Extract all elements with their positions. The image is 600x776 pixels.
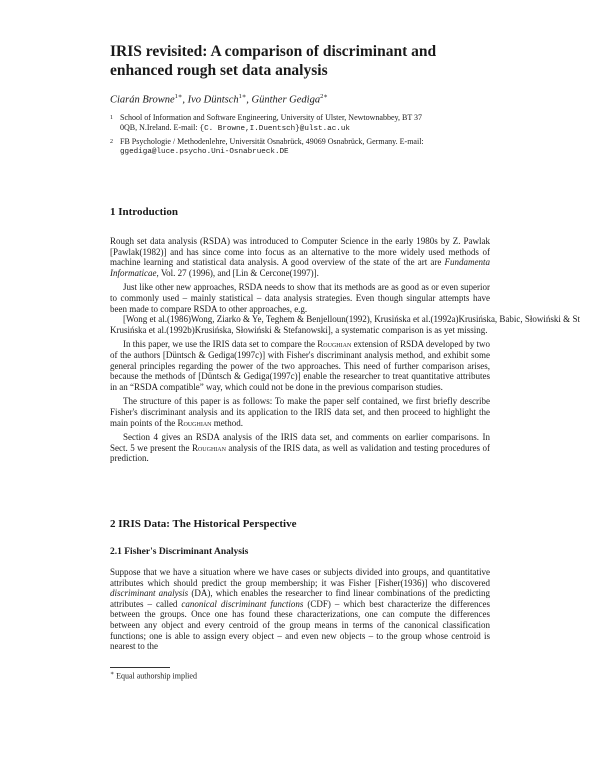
affiliation-mark: 1	[110, 115, 113, 121]
author-mark: 1∗	[238, 93, 247, 100]
section-heading-iris-data: 2 IRIS Data: The Historical Perspective	[110, 518, 297, 530]
affiliation-line: FB Psychologie / Methodenlehre, Universität Osnabrück, 49069 Osnabrück, Germany. E-mail:	[120, 137, 424, 146]
author-mark: 2∗	[320, 93, 328, 100]
paper-title	[110, 42, 510, 80]
paragraph: Rough set data analysis (RSDA) was introduced to Computer Science in the early 1980s by Z. Pawlak [Pawlak(1982)] and has since come into focus as an alternative to the more widely used methods of machine learning and statistical data analysis. A good overview of the state of the art are Fundamenta Informaticae, Vol. 27 (1996), and [Lin & Cercone(1997)].	[110, 236, 490, 278]
paragraph: In this paper, we use the IRIS data set to compare the Roughian extension of RSDA developed by two of the authors [Düntsch & Gediga(1997c)] with Fisher's discriminant analysis method, and exhibit some general principles regarding the power of the two approaches. This need of further comparison arises, because the methods of [Düntsch & Gediga(1997c)] enable the researcher to treat quantitative attributes in an “RSDA compatible” way, which could not be done in the previous comparison studies.	[110, 339, 490, 392]
subsection-heading-fisher: 2.1 Fisher's Discriminant Analysis	[110, 547, 249, 557]
introduction-body	[110, 236, 580, 468]
footnote-rule	[110, 667, 170, 668]
footnote-text: Equal authorship implied	[116, 671, 197, 681]
paragraph: Suppose that we have a situation where we have cases or subjects divided into groups, and quantitative attributes which should predict the group membership; it was Fisher [Fisher(1936)] who discovered discriminant analysis (DA), which enables the researcher to find linear combinations of the predicting attributes – called canonical discriminant functions (CDF) – which best characterize the differences between the groups. Once one has found these characterizations, one can compute the differences between any object and every centroid of the group means in terms of the canonical classification functions; one is able to assign every object – and even new objects – to the group whose centroid is nearest to the	[110, 567, 490, 652]
paragraph: Section 4 gives an RSDA analysis of the IRIS data set, and comments on earlier comparisons. In Sect. 5 we present the Roughian analysis of the IRIS data, as well as validation and testing procedures of prediction.	[110, 432, 490, 464]
author-name: Ivo Düntsch	[187, 94, 239, 106]
affiliation-mark: 2	[110, 139, 113, 145]
title-line-2: enhanced rough set data analysis	[110, 62, 328, 79]
author-mark: 1∗	[174, 93, 183, 100]
footnote-mark: ∗	[110, 671, 115, 677]
author-name: Günther Gediga	[251, 94, 321, 106]
title-line-1: IRIS revisited: A comparison of discriminant and	[110, 43, 437, 60]
paragraph: Just like other new approaches, RSDA needs to show that its methods are as good as or even superior to commonly used – mainly statistical – data analysis strategies. Even though singular attempts have been made to compare RSDA to other approaches, e.g. [Wong et al.(1986)Wong, Ziarko & Ye, Teghem & Benjelloun(1992), Krusińska et al.(1992a)Krusińska, Babic, Słowiński & St Krusińska et al.(1992b)Krusińska, Słowiński & Stefanowski], a systematic comparison is as yet missing.	[110, 282, 490, 335]
paragraph: The structure of this paper is as follows: To make the paper self contained, we first briefly describe Fisher's discriminant analysis and its application to the IRIS data set, and then proceed to highlight the main points of the Roughian method.	[110, 396, 490, 428]
author-name: Ciarán Browne	[110, 94, 175, 106]
section-heading-introduction: 1 Introduction	[110, 206, 178, 218]
author-list: Ciarán Browne$^{1∗}$, Ivo Düntsch$^{1∗}$, Günther Gediga$^{2∗}$	[110, 93, 328, 106]
affiliation-email: {C. Browne,I.Duentsch}@ulst.ac.uk	[199, 125, 350, 134]
affiliation-2	[110, 137, 490, 158]
affiliation-email: ggediga@luce.psycho.Uni-Osnabrueck.DE	[120, 148, 289, 157]
reference-line: [Wong et al.(1986)Wong, Ziarko & Ye, Teghem & Benjelloun(1992), Krusińska et al.(1992a)Krusińska, Babic, Słowiński & St	[123, 314, 580, 325]
affiliation-1	[110, 113, 490, 135]
fisher-body	[110, 567, 490, 656]
affiliation-line: School of Information and Software Engineering, University of Ulster, Newtownabbey, BT 37	[120, 113, 423, 122]
affiliation-line: 0QB, N.Ireland. E-mail:	[120, 123, 200, 133]
footnote	[110, 670, 197, 681]
